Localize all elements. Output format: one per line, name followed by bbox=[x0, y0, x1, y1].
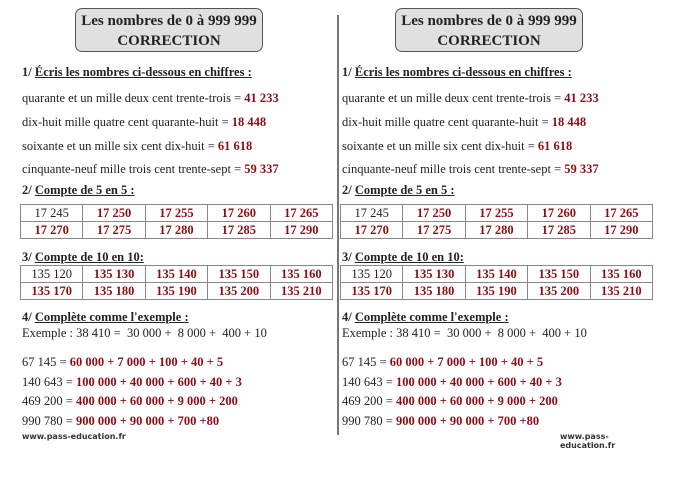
table-row bbox=[341, 222, 653, 239]
exercise-number: 3/ bbox=[22, 250, 32, 264]
exercise-title: Complète comme l'exemple : bbox=[34, 310, 189, 324]
answer-line bbox=[22, 394, 238, 409]
exercise-3-heading bbox=[342, 250, 464, 265]
table-cell: 17 285 bbox=[528, 222, 590, 239]
exercise-1-heading bbox=[22, 65, 252, 80]
table-cell: 17 265 bbox=[590, 205, 652, 222]
prompt: 67 145 = bbox=[22, 355, 70, 369]
table-cell: 135 150 bbox=[208, 266, 270, 283]
table-cell: 135 150 bbox=[528, 266, 590, 283]
answer-line bbox=[22, 91, 279, 106]
exercise-number: 1/ bbox=[342, 65, 352, 79]
prompt: 990 780 = bbox=[342, 414, 396, 428]
exercise-number: 2/ bbox=[342, 183, 352, 197]
table-cell: 17 290 bbox=[590, 222, 652, 239]
table-cell: 17 270 bbox=[341, 222, 403, 239]
worksheet-copy bbox=[0, 0, 320, 480]
footer-url: www.pass-education.fr bbox=[22, 432, 126, 441]
answer-line bbox=[342, 414, 539, 429]
answer-line bbox=[342, 375, 562, 390]
answer-line bbox=[342, 91, 599, 106]
answer-line bbox=[342, 355, 543, 370]
prompt: cinquante-neuf mille trois cent trente-sept = bbox=[22, 162, 245, 176]
prompt: 67 145 = bbox=[342, 355, 390, 369]
exercise-title: Compte de 10 en 10: bbox=[34, 250, 144, 264]
subtitle: CORRECTION bbox=[117, 33, 221, 49]
table-cell: 17 270 bbox=[21, 222, 83, 239]
title: Les nombres de 0 à 999 999 bbox=[81, 13, 257, 29]
exercise-title: Compte de 5 en 5 : bbox=[34, 183, 135, 197]
exercise-number: 2/ bbox=[22, 183, 32, 197]
table-cell: 135 190 bbox=[145, 283, 207, 300]
answer-line bbox=[22, 375, 242, 390]
prompt: dix-huit mille quatre cent quarante-huit = bbox=[22, 115, 232, 129]
table-cell: 135 120 bbox=[21, 266, 83, 283]
table-cell: 135 190 bbox=[465, 283, 527, 300]
table-cell: 17 265 bbox=[270, 205, 332, 222]
table-cell: 17 255 bbox=[465, 205, 527, 222]
answer: 41 233 bbox=[244, 91, 279, 105]
table-row bbox=[21, 205, 333, 222]
answer: 18 448 bbox=[231, 115, 267, 129]
answer: 100 000 + 40 000 + 600 + 40 + 3 bbox=[395, 375, 562, 389]
answer: 900 000 + 90 000 + 700 +80 bbox=[75, 414, 220, 428]
answer: 60 000 + 7 000 + 100 + 40 + 5 bbox=[69, 355, 224, 369]
table-cell: 17 245 bbox=[341, 205, 403, 222]
answer: 18 448 bbox=[551, 115, 587, 129]
table-cell: 135 140 bbox=[145, 266, 207, 283]
table-cell: 135 170 bbox=[21, 283, 83, 300]
table-cell: 135 210 bbox=[270, 283, 332, 300]
answer-line bbox=[22, 162, 279, 177]
table-cell: 135 170 bbox=[341, 283, 403, 300]
exercise-title: Compte de 5 en 5 : bbox=[354, 183, 455, 197]
table-row bbox=[341, 205, 653, 222]
example-line: Exemple : 38 410 = 30 000 + 8 000 + 400 + 10 bbox=[342, 326, 587, 340]
table-cell: 135 210 bbox=[590, 283, 652, 300]
subtitle: CORRECTION bbox=[437, 33, 541, 49]
answer-line bbox=[22, 414, 219, 429]
prompt: 469 200 = bbox=[22, 394, 76, 408]
table-cell: 135 130 bbox=[403, 266, 465, 283]
exercise-4-heading bbox=[342, 310, 509, 325]
title-box bbox=[75, 8, 263, 52]
table-cell: 17 245 bbox=[21, 205, 83, 222]
prompt: cinquante-neuf mille trois cent trente-sept = bbox=[342, 162, 565, 176]
prompt: quarante et un mille deux cent trente-trois = bbox=[22, 91, 245, 105]
table-cell: 135 200 bbox=[208, 283, 270, 300]
exercise-1-heading bbox=[342, 65, 572, 80]
answer: 60 000 + 7 000 + 100 + 40 + 5 bbox=[389, 355, 544, 369]
table-cell: 135 160 bbox=[270, 266, 332, 283]
answer: 59 337 bbox=[564, 162, 599, 176]
exercise-number: 3/ bbox=[342, 250, 352, 264]
prompt: soixante et un mille six cent dix-huit = bbox=[342, 139, 538, 153]
table-cell: 135 130 bbox=[83, 266, 145, 283]
table-cell: 17 260 bbox=[208, 205, 270, 222]
prompt: 990 780 = bbox=[22, 414, 76, 428]
title-box bbox=[395, 8, 583, 52]
count-by-5-table bbox=[340, 204, 653, 239]
table-cell: 17 290 bbox=[270, 222, 332, 239]
table-cell: 135 140 bbox=[465, 266, 527, 283]
table-cell: 17 260 bbox=[528, 205, 590, 222]
table-row bbox=[21, 283, 333, 300]
footer-url: www.pass-education.fr bbox=[560, 432, 616, 450]
table-cell: 135 180 bbox=[403, 283, 465, 300]
table-cell: 135 120 bbox=[341, 266, 403, 283]
table-row bbox=[21, 222, 333, 239]
table-cell: 17 255 bbox=[145, 205, 207, 222]
worksheet-copy bbox=[320, 0, 640, 480]
example-line: Exemple : 38 410 = 30 000 + 8 000 + 400 + 10 bbox=[22, 326, 267, 340]
table-cell: 17 275 bbox=[403, 222, 465, 239]
prompt: dix-huit mille quatre cent quarante-huit = bbox=[342, 115, 552, 129]
answer: 59 337 bbox=[244, 162, 279, 176]
exercise-2-heading bbox=[342, 183, 455, 198]
table-cell: 17 285 bbox=[208, 222, 270, 239]
answer-line bbox=[342, 394, 558, 409]
answer-line bbox=[22, 115, 266, 130]
title: Les nombres de 0 à 999 999 bbox=[401, 13, 577, 29]
table-cell: 17 250 bbox=[83, 205, 145, 222]
table-cell: 135 180 bbox=[83, 283, 145, 300]
exercise-title: Compte de 10 en 10: bbox=[354, 250, 464, 264]
count-by-5-table bbox=[20, 204, 333, 239]
cut-line-divider bbox=[337, 15, 339, 435]
answer: 41 233 bbox=[564, 91, 599, 105]
prompt: 469 200 = bbox=[342, 394, 396, 408]
count-by-10-table bbox=[20, 265, 333, 300]
exercise-2-heading bbox=[22, 183, 135, 198]
prompt: soixante et un mille six cent dix-huit = bbox=[22, 139, 218, 153]
exercise-3-heading bbox=[22, 250, 144, 265]
prompt: 140 643 = bbox=[22, 375, 76, 389]
answer-line bbox=[342, 139, 572, 154]
exercise-4-heading bbox=[22, 310, 189, 325]
exercise-title: Écris les nombres ci-dessous en chiffres : bbox=[34, 65, 252, 79]
table-cell: 135 160 bbox=[590, 266, 652, 283]
exercise-title: Écris les nombres ci-dessous en chiffres : bbox=[354, 65, 572, 79]
table-row bbox=[341, 283, 653, 300]
exercise-title: Complète comme l'exemple : bbox=[354, 310, 509, 324]
count-by-10-table bbox=[340, 265, 653, 300]
answer: 100 000 + 40 000 + 600 + 40 + 3 bbox=[75, 375, 242, 389]
answer-line bbox=[22, 355, 223, 370]
table-cell: 17 275 bbox=[83, 222, 145, 239]
answer: 900 000 + 90 000 + 700 +80 bbox=[395, 414, 540, 428]
answer-line bbox=[342, 162, 599, 177]
answer: 61 618 bbox=[537, 139, 573, 153]
answer-line bbox=[22, 139, 252, 154]
table-cell: 17 280 bbox=[145, 222, 207, 239]
exercise-number: 4/ bbox=[342, 310, 352, 324]
exercise-number: 1/ bbox=[22, 65, 32, 79]
table-row bbox=[341, 266, 653, 283]
answer: 400 000 + 60 000 + 9 000 + 200 bbox=[395, 394, 558, 408]
table-cell: 17 280 bbox=[465, 222, 527, 239]
answer-line bbox=[342, 115, 586, 130]
exercise-number: 4/ bbox=[22, 310, 32, 324]
table-cell: 135 200 bbox=[528, 283, 590, 300]
answer: 400 000 + 60 000 + 9 000 + 200 bbox=[75, 394, 238, 408]
table-cell: 17 250 bbox=[403, 205, 465, 222]
table-row bbox=[21, 266, 333, 283]
prompt: quarante et un mille deux cent trente-trois = bbox=[342, 91, 565, 105]
prompt: 140 643 = bbox=[342, 375, 396, 389]
answer: 61 618 bbox=[217, 139, 253, 153]
